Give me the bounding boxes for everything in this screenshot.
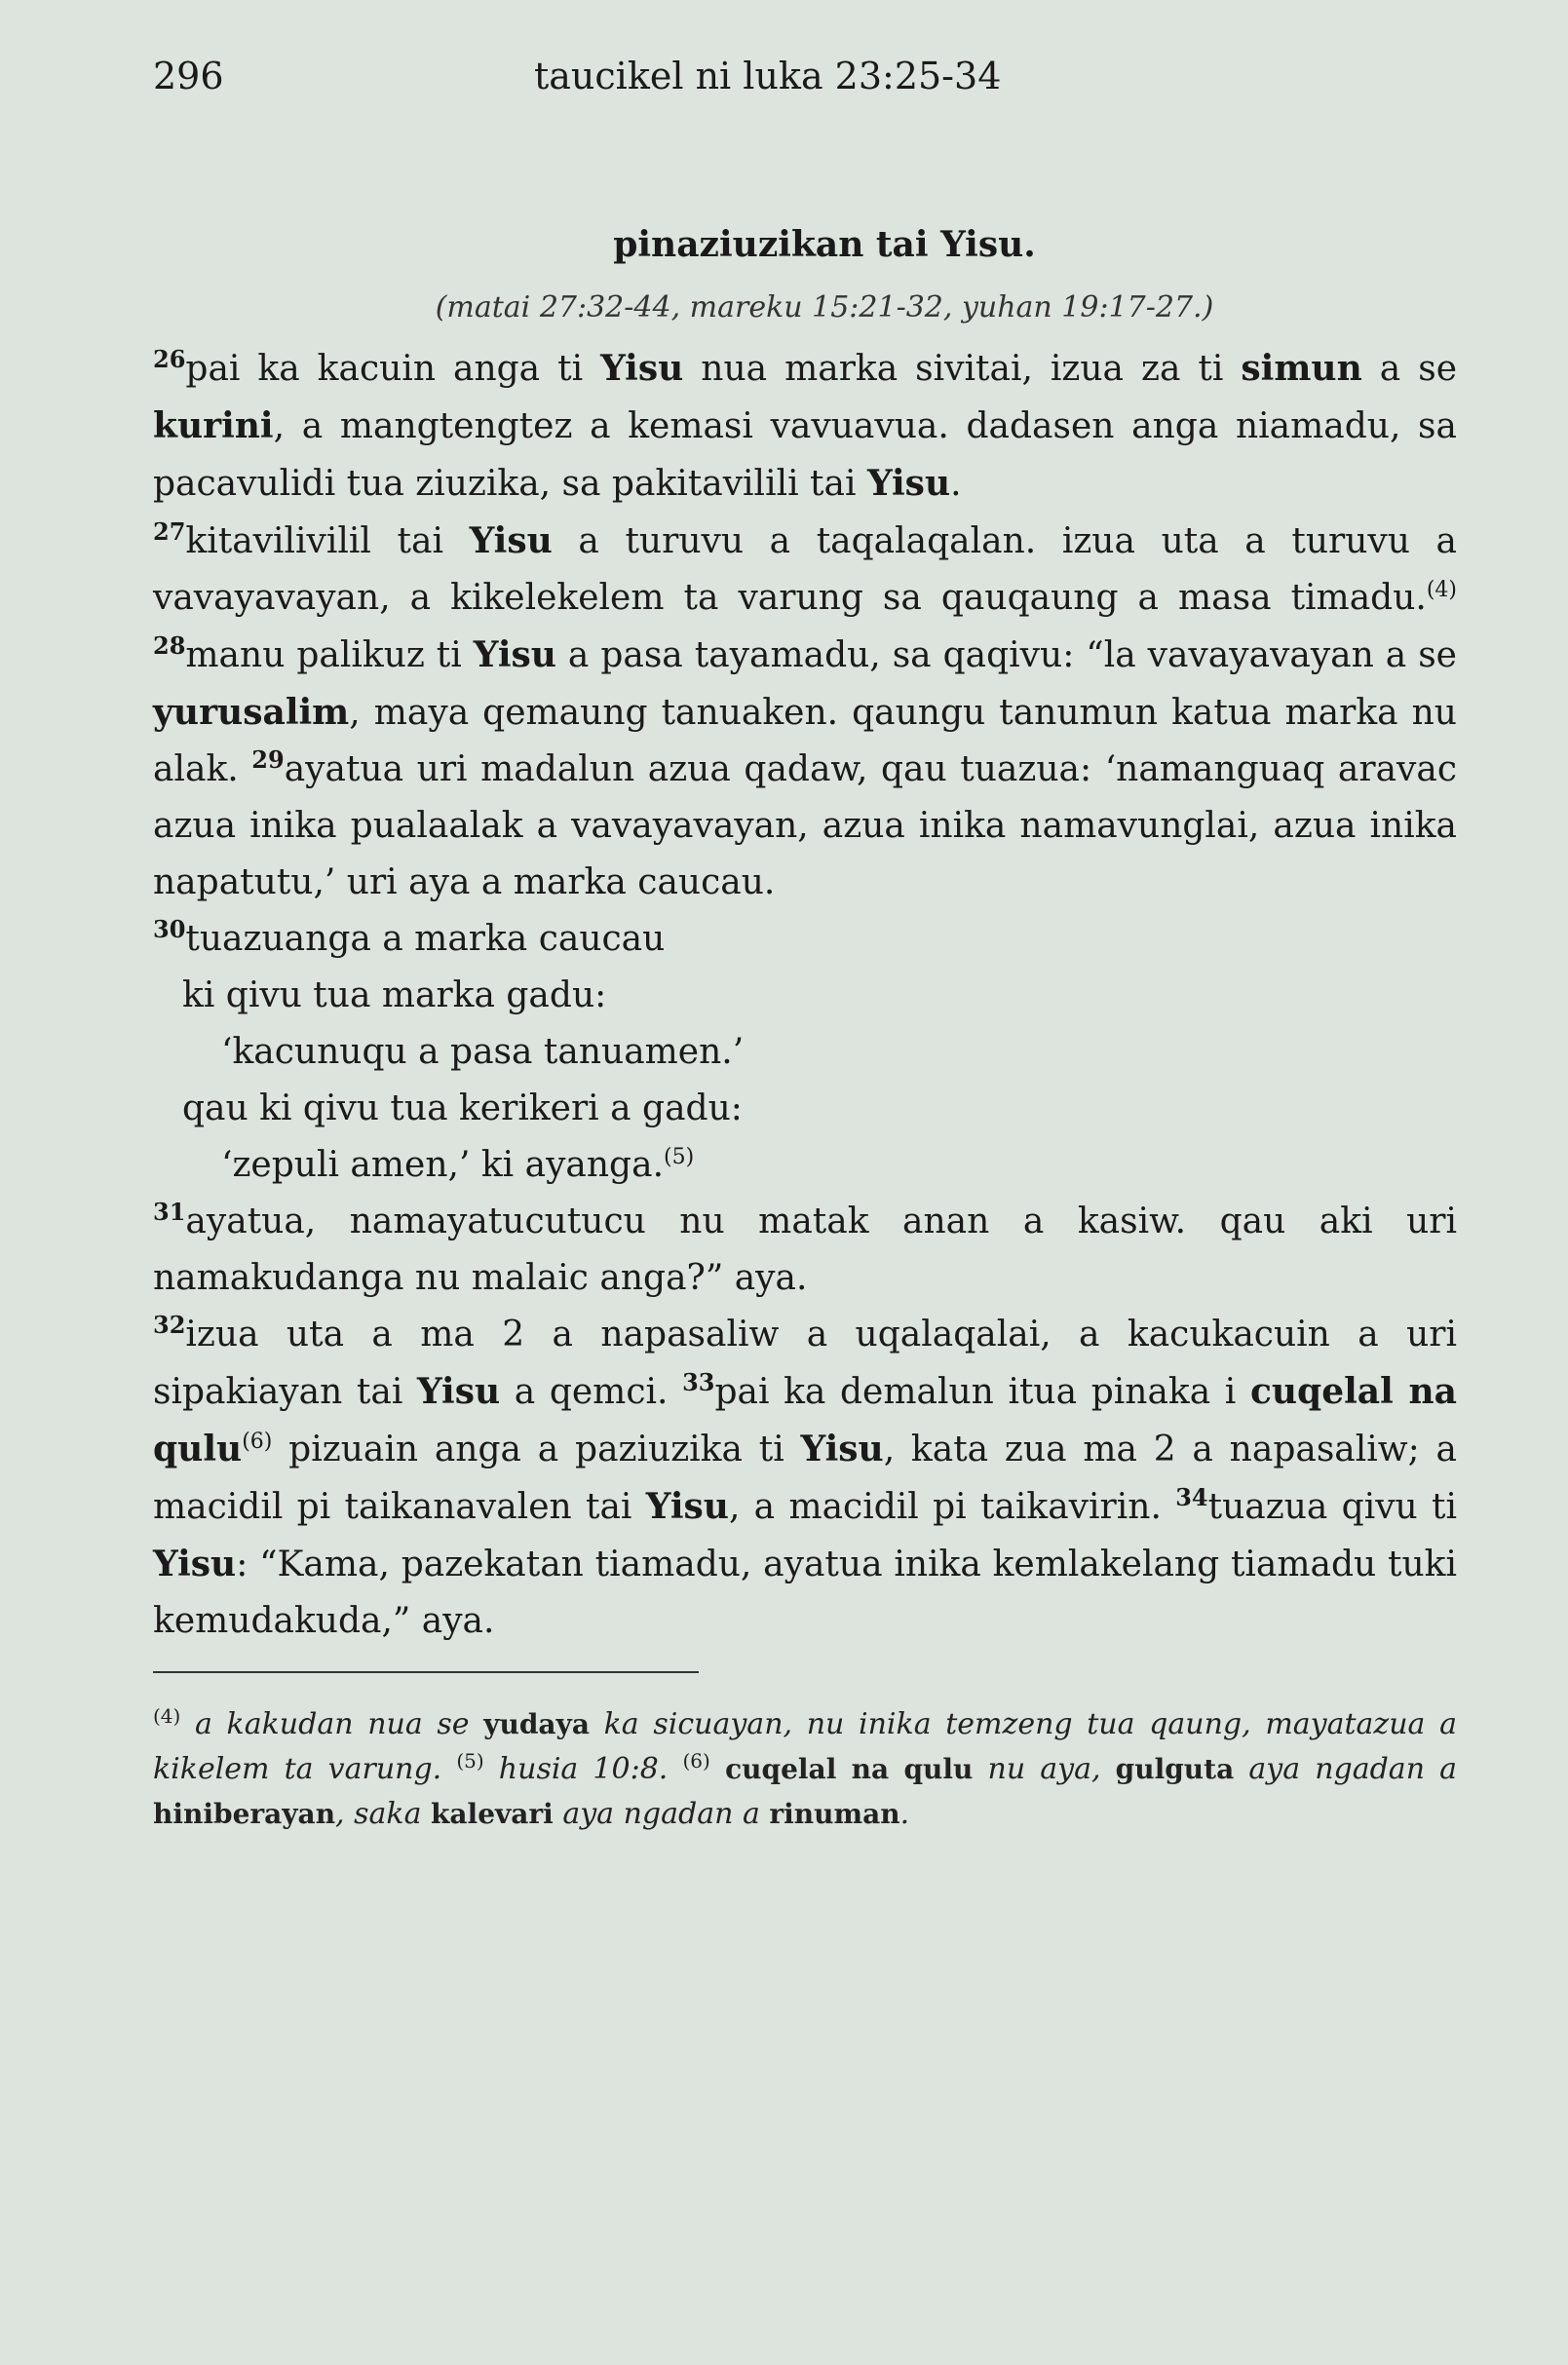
- verse-number: 31: [153, 1198, 186, 1226]
- verse-text: , maya qemaung tanuaken. qaungu tanumun katua marka nu alak.: [153, 693, 1457, 789]
- verse-text: ayatua, namayatucutucu nu matak anan a kasiw. qau aki uri namakudanga nu malaic anga?” aya.: [153, 1202, 1457, 1298]
- verse-name: Yisu: [153, 1544, 237, 1584]
- verse-name: Yisu: [469, 520, 553, 561]
- verse-name: Yisu: [416, 1371, 501, 1412]
- verse-name: Yisu: [600, 348, 684, 389]
- verse-text: a qemci.: [500, 1372, 683, 1412]
- poetry-line: ‘kacunuqu a pasa tanuamen.’: [221, 1032, 745, 1072]
- footnote-text: aya ngadan a: [1234, 1752, 1458, 1786]
- footnote-mark: (6): [682, 1749, 710, 1773]
- footnote-divider: [153, 1671, 699, 1673]
- verse-number: 34: [1175, 1483, 1208, 1511]
- footnote-text: .: [899, 1797, 910, 1831]
- verse-26: [153, 340, 1457, 513]
- footnote-text: , saka: [335, 1797, 432, 1831]
- verse-name: cuqelal na qulu: [153, 1371, 1457, 1469]
- verse-text: ayatua uri madalun azua qadaw, qau tuazua: ‘namanguaq aravac azua inika pualaalak a vavayavayan, azua inika namavunglai, azua inika napatutu,’ uri aya a marka caucau.: [153, 749, 1457, 902]
- footnote-term: kalevari: [431, 1798, 554, 1830]
- verse-number: 30: [153, 915, 186, 943]
- verse-text: a se: [1361, 349, 1457, 389]
- verse-name: kurini: [153, 405, 274, 446]
- verse-32-34: [153, 1307, 1457, 1650]
- footnote-text: ka sicuayan, nu inika temzeng tua qaung, mayatazua a kikelem ta varung.: [153, 1707, 1457, 1786]
- verse-name: Yisu: [473, 634, 556, 675]
- verse-text: pai ka demalun itua pinaka i: [714, 1372, 1250, 1412]
- verse-text: izua uta a ma 2 a napasaliw a uqalaqalai, a kacukacuin a uri sipakiayan tai: [153, 1315, 1457, 1412]
- verse-name: Yisu: [645, 1486, 729, 1527]
- verse-number: 26: [153, 345, 186, 373]
- verse-text: , a mangtengtez a kemasi vavuavua. dadasen anga niamadu, sa pacavulidi tua ziuzika, sa pakitavilili tai: [153, 406, 1457, 504]
- poetry-line: ki qivu tua marka gadu:: [182, 975, 607, 1015]
- parallel-references: (matai 27:32-44, mareku 15:21-32, yuhan 19:17-27.): [435, 290, 1214, 324]
- verse-text: pai ka kacuin anga ti: [185, 349, 601, 389]
- verse-text: tuazua qivu ti: [1207, 1487, 1458, 1527]
- footnote-term: cuqelal na qulu: [709, 1753, 974, 1785]
- footnote-text: nu aya,: [973, 1752, 1116, 1786]
- footnote-term: yudaya: [483, 1708, 590, 1740]
- footnote-text: a kakudan nua se: [180, 1707, 484, 1741]
- verse-text: .: [950, 464, 962, 504]
- verse-name: yurusalim: [153, 692, 350, 733]
- verse-number: 32: [153, 1311, 186, 1339]
- section-heading: pinaziuzikan tai Yisu.: [613, 224, 1036, 265]
- verse-text: , a macidil pi taikavirin.: [728, 1487, 1176, 1527]
- page-header: [0, 55, 1568, 113]
- footnote-text: aya ngadan a: [553, 1797, 770, 1831]
- verse-text: ‘zepuli amen,’ ki ayanga.: [221, 1145, 665, 1185]
- verse-name: simun: [1241, 348, 1362, 389]
- poetry-line: [153, 1137, 1457, 1194]
- verse-text: tuazuanga a marka caucau: [185, 919, 666, 959]
- page-body: [153, 224, 1457, 1866]
- verse-text: pizuain anga a paziuzika ti: [272, 1430, 801, 1469]
- verse-text: kitavilivilil tai: [185, 521, 470, 561]
- footnote-term: rinuman: [769, 1798, 900, 1830]
- verse-text: a pasa tayamadu, sa qaqivu: “la vavayavayan a se: [555, 635, 1457, 675]
- footnote-ref[interactable]: (6): [242, 1430, 273, 1454]
- footnote-term: gulguta: [1115, 1753, 1235, 1785]
- verse-text: , kata zua ma 2 a napasaliw; a macidil pi taikanavalen tai: [153, 1430, 1457, 1527]
- verse-name: Yisu: [866, 463, 951, 504]
- verse-name: Yisu: [800, 1429, 884, 1469]
- running-title: taucikel ni luka 23:25-34: [534, 55, 1002, 97]
- verse-31: [153, 1194, 1457, 1307]
- footnote-ref[interactable]: (4): [1426, 578, 1457, 602]
- footnote-text: husia 10:8.: [483, 1752, 683, 1786]
- verse-text: : “Kama, pazekatan tiamadu, ayatua inika kemlakelang tiamadu tuki kemudakuda,” aya.: [153, 1545, 1457, 1641]
- poetry-line: qau ki qivu tua kerikeri a gadu:: [182, 1088, 743, 1128]
- verse-number: 29: [251, 745, 285, 774]
- verse-30-intro: [153, 911, 1457, 968]
- footnote-ref[interactable]: (5): [664, 1145, 695, 1169]
- verse-text: a turuvu a taqalaqalan. izua uta a turuvu a vavayavayan, a kikelekelem ta varung sa qauqaung a masa timadu.: [153, 521, 1457, 618]
- verse-27-29: [153, 513, 1457, 911]
- footnote-mark: (4): [153, 1704, 181, 1728]
- verse-number: 27: [153, 517, 186, 546]
- footnote-term: hiniberayan: [153, 1798, 336, 1830]
- verse-text: nua marka sivitai, izua za ti: [683, 349, 1242, 389]
- verse-number: 33: [682, 1368, 715, 1396]
- verse-number: 28: [153, 631, 186, 660]
- page-number: 296: [153, 55, 224, 97]
- footnote-mark: (5): [456, 1749, 484, 1773]
- footnotes: [153, 1702, 1457, 1837]
- verse-text: manu palikuz ti: [185, 635, 474, 675]
